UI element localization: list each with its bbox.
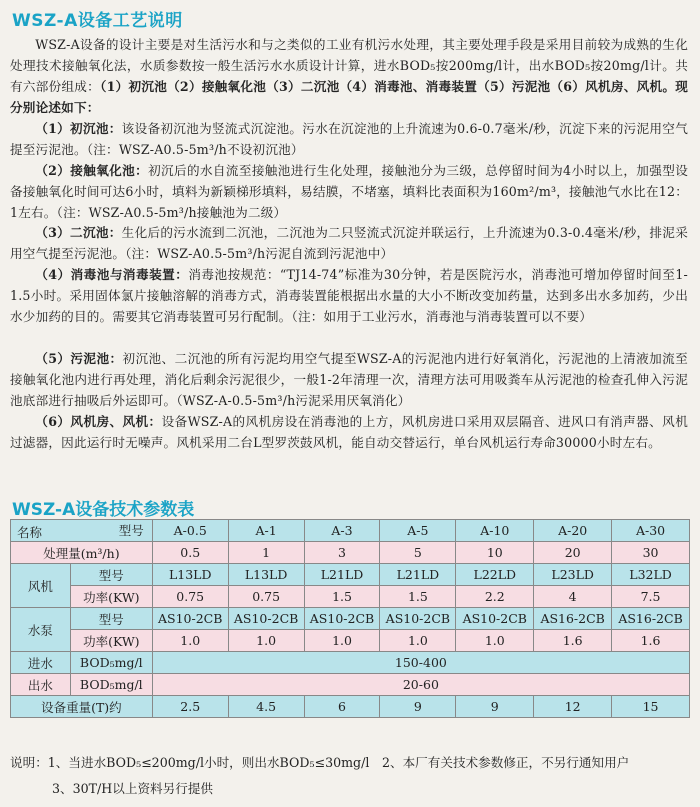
outlet-value: 20-60	[152, 674, 689, 696]
parameter-table	[10, 519, 690, 718]
section-6-text: 设备WSZ-A的风机房设在消毒池的上方，风机房进口采用双层隔音、进风口有消声器、风机过滤器，因此运行时无噪声。风机采用二台L型罗茨鼓风机，能自动交替运行，单台风机运行寿命30000小时左右。	[10, 414, 688, 450]
weight-cell: 9	[456, 696, 534, 718]
inlet-param: BOD₅mg/l	[70, 652, 152, 674]
page-title: WSZ-A设备工艺说明	[12, 11, 183, 31]
pump-model-label: 型号	[70, 608, 152, 630]
fan-model-cell: L21LD	[304, 564, 380, 586]
model-cell: A-20	[534, 520, 612, 542]
section-6	[10, 411, 688, 453]
fan-model-cell: L32LD	[612, 564, 690, 586]
fan-label: 风机	[11, 564, 71, 608]
pump-model-cell: AS16-2CB	[534, 608, 612, 630]
pump-power-cell: 1.0	[228, 630, 304, 652]
fan-model-cell: L23LD	[534, 564, 612, 586]
weight-row	[11, 696, 690, 718]
pump-power-cell: 1.0	[380, 630, 456, 652]
capacity-cell: 5	[380, 542, 456, 564]
section-1-text: 该设备初沉池为竖流式沉淀池。污水在沉淀池的上升流速为0.6-0.7毫米/秒，沉淀下来的污泥用空气提至污泥池。（注：WSZ-A0.5-5m³/h不设初沉池）	[10, 121, 688, 157]
section-2-text: 初沉后的水自流至接触池进行生化处理，接触池分为三级，总停留时间为4小时以上，加强型设备接触氧化时间可达6小时，填料为新颖梯形填料，易结膜，不堵塞，填料比表面积为160m²/m³，接触池气水比在12：1左右。（注：WSZ-A0.5-5m³/h接触池为二级）	[10, 163, 688, 220]
section-4	[10, 264, 688, 327]
pump-model-cell: AS16-2CB	[612, 608, 690, 630]
corner-name-label: 名称	[17, 525, 43, 540]
outlet-row	[11, 674, 690, 696]
note-line-1: 说明：1、当进水BOD₅≤200mg/l小时，则出水BOD₅≤30mg/l 2、本厂有关技术参数修正，不另行通知用户	[10, 755, 630, 770]
fan-model-row	[11, 564, 690, 586]
model-cell: A-1	[228, 520, 304, 542]
model-cell: A-3	[304, 520, 380, 542]
model-cell: A-0.5	[152, 520, 228, 542]
section-3-text: 生化后的污水流到二沉池，二沉池为二只竖流式沉淀并联运行，上升流速为0.3-0.4毫米/秒，排泥采用空气提至污泥池。（注：WSZ-A0.5-5m³/h污泥自流到污泥池中）	[10, 225, 688, 261]
model-cell: A-30	[612, 520, 690, 542]
intro-paragraph	[10, 34, 688, 118]
intro-text: WSZ-A设备的设计主要是对生活污水和与之类似的工业有机污水处理，其主要处理手段是采用目前较为成熟的生化处理技术接触氧化法，水质参数按一般生活污水水质设计计算，进水BOD₅按200mg/l计，出水BOD₅按20mg/l计。共有六部份组成：	[10, 37, 688, 94]
weight-cell: 6	[304, 696, 380, 718]
section-5-head: （5）污泥池：	[35, 351, 123, 366]
fan-model-cell: L22LD	[456, 564, 534, 586]
capacity-row	[11, 542, 690, 564]
fan-power-cell: 1.5	[380, 586, 456, 608]
section-3-head: （3）二沉池：	[35, 225, 122, 240]
pump-power-cell: 1.0	[456, 630, 534, 652]
pump-model-cell: AS10-2CB	[456, 608, 534, 630]
fan-power-cell: 0.75	[152, 586, 228, 608]
weight-cell: 9	[380, 696, 456, 718]
pump-model-cell: AS10-2CB	[228, 608, 304, 630]
capacity-cell: 1	[228, 542, 304, 564]
weight-label: 设备重量(T)约	[11, 696, 153, 718]
weight-cell: 15	[612, 696, 690, 718]
pump-model-row	[11, 608, 690, 630]
fan-power-cell: 2.2	[456, 586, 534, 608]
section-4-text: 消毒池按规范：“TJ14-74”标准为30分钟，若是医院污水，消毒池可增加停留时间至1-1.5小时。采用固体氯片接触溶解的消毒方式，消毒装置能根据出水量的大小不断改变加药量，达到多出水多加药，少出水少加药的目的。需要其它消毒装置可另行配制。（注：如用于工业污水，消毒池与消毒装置可以不要）	[10, 267, 688, 324]
parts-list: （1）初沉池（2）接触氧化池（3）二沉池（4）消毒池、消毒装置（5）污泥池（6）风机房、风机。现分别论述如下：	[10, 79, 688, 115]
section-1-head: （1）初沉池：	[35, 121, 122, 136]
fan-model-cell: L13LD	[152, 564, 228, 586]
pump-model-cell: AS10-2CB	[152, 608, 228, 630]
section-1	[10, 118, 688, 160]
section-3	[10, 222, 688, 264]
section-6-head: （6）风机房、风机：	[35, 414, 162, 429]
fan-power-cell: 4	[534, 586, 612, 608]
inlet-value: 150-400	[152, 652, 689, 674]
table-header-row	[11, 520, 690, 542]
weight-cell: 12	[534, 696, 612, 718]
fan-power-label: 功率(KW)	[70, 586, 152, 608]
capacity-cell: 30	[612, 542, 690, 564]
note-line-2: 3、30T/H以上资料另行提供	[52, 781, 214, 796]
weight-cell: 4.5	[228, 696, 304, 718]
pump-power-label: 功率(KW)	[70, 630, 152, 652]
pump-power-cell: 1.0	[304, 630, 380, 652]
section-4-head: （4）消毒池与消毒装置：	[35, 267, 189, 282]
outlet-label: 出水	[11, 674, 71, 696]
pump-power-row	[11, 630, 690, 652]
capacity-cell: 0.5	[152, 542, 228, 564]
pump-model-cell: AS10-2CB	[304, 608, 380, 630]
fan-model-label: 型号	[70, 564, 152, 586]
pump-power-cell: 1.6	[612, 630, 690, 652]
capacity-cell: 3	[304, 542, 380, 564]
fan-power-cell: 0.75	[228, 586, 304, 608]
fan-power-cell: 7.5	[612, 586, 690, 608]
inlet-label: 进水	[11, 652, 71, 674]
corner-cell	[11, 520, 153, 542]
model-cell: A-10	[456, 520, 534, 542]
capacity-cell: 10	[456, 542, 534, 564]
section-2-head: （2）接触氧化池：	[35, 163, 149, 178]
capacity-cell: 20	[534, 542, 612, 564]
fan-power-row	[11, 586, 690, 608]
model-cell: A-5	[380, 520, 456, 542]
section-5-text: 初沉池、二沉池的所有污泥均用空气提至WSZ-A的污泥池内进行好氧消化，污泥池的上清液加流至接触氧化池内进行再处理，消化后剩余污泥很少，一般1-2年清理一次，清理方法可用吸粪车从污泥池的检查孔伸入污泥池底部进行抽吸后外运即可。（WSZ-A-0.5-5m³/h污泥采用厌氧消化）	[10, 351, 688, 408]
outlet-param: BOD₅mg/l	[70, 674, 152, 696]
pump-power-cell: 1.6	[534, 630, 612, 652]
section-2	[10, 160, 688, 223]
weight-cell: 2.5	[152, 696, 228, 718]
fan-power-cell: 1.5	[304, 586, 380, 608]
pump-label: 水泵	[11, 608, 71, 652]
table-title: WSZ-A设备技术参数表	[12, 500, 195, 520]
fan-model-cell: L13LD	[228, 564, 304, 586]
fan-model-cell: L21LD	[380, 564, 456, 586]
pump-model-cell: AS10-2CB	[380, 608, 456, 630]
corner-model-label: 型号	[118, 523, 144, 538]
capacity-label: 处理量(m³/h)	[11, 542, 153, 564]
section-5	[10, 348, 688, 411]
inlet-row	[11, 652, 690, 674]
pump-power-cell: 1.0	[152, 630, 228, 652]
